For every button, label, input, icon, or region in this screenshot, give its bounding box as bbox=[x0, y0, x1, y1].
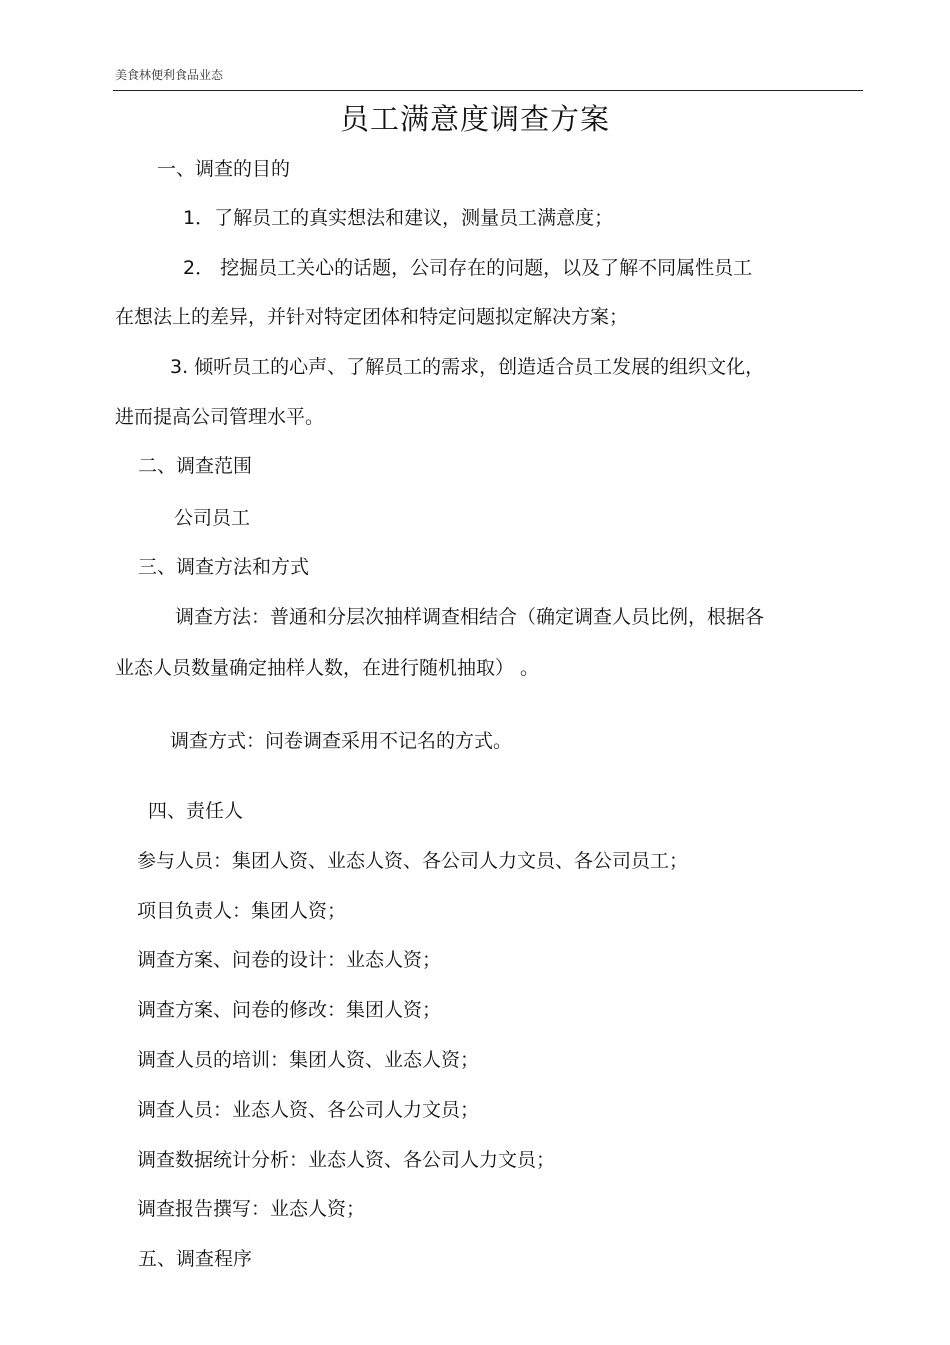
responsible-item: 调查报告撰写：业态人资； bbox=[137, 1198, 366, 1220]
section1-item2-line1: 2． 挖掘员工关心的话题，公司存在的问题，以及了解不同属性员工 bbox=[183, 257, 753, 279]
responsible-item: 调查人员的培训：集团人资、业态人资； bbox=[137, 1049, 480, 1071]
section1-item2-line2: 在想法上的差异，并针对特定团体和特定问题拟定解决方案； bbox=[115, 306, 629, 328]
responsible-item: 项目负责人：集团人资； bbox=[137, 900, 347, 922]
section1-item3-line2: 进而提高公司管理水平。 bbox=[115, 406, 325, 428]
section3-mode: 调查方式：问卷调查采用不记名的方式。 bbox=[170, 730, 513, 752]
responsible-item: 参与人员：集团人资、业态人资、各公司人力文员、各公司员工； bbox=[137, 850, 689, 872]
section1-heading: 一、调查的目的 bbox=[157, 158, 291, 180]
section3-method-line1: 调查方法：普通和分层次抽样调查相结合（确定调查人员比例，根据各 bbox=[175, 606, 765, 628]
responsible-item: 调查方案、问卷的设计：业态人资； bbox=[137, 949, 442, 971]
responsible-item: 调查方案、问卷的修改：集团人资； bbox=[137, 999, 442, 1021]
document-title: 员工满意度调查方案 bbox=[339, 102, 610, 136]
section4-heading: 四、责任人 bbox=[148, 800, 244, 822]
section1-item3-line1: 3. 倾听员工的心声、了解员工的需求，创造适合员工发展的组织文化， bbox=[170, 356, 765, 378]
section2-heading: 二、调查范围 bbox=[138, 455, 253, 477]
section1-item1: 1．了解员工的真实想法和建议，测量员工满意度； bbox=[183, 207, 614, 229]
section3-heading: 三、调查方法和方式 bbox=[138, 556, 310, 578]
header-company: 美食林便利食品业态 bbox=[115, 68, 224, 82]
section3-method-line2: 业态人员数量确定抽样人数，在进行随机抽取） 。 bbox=[115, 657, 540, 679]
responsible-item: 调查数据统计分析：业态人资、各公司人力文员； bbox=[137, 1149, 556, 1171]
section5-heading: 五、调查程序 bbox=[138, 1248, 253, 1270]
header-rule bbox=[113, 90, 863, 91]
section2-body: 公司员工 bbox=[174, 507, 251, 529]
responsible-item: 调查人员：业态人资、各公司人力文员； bbox=[137, 1099, 480, 1121]
